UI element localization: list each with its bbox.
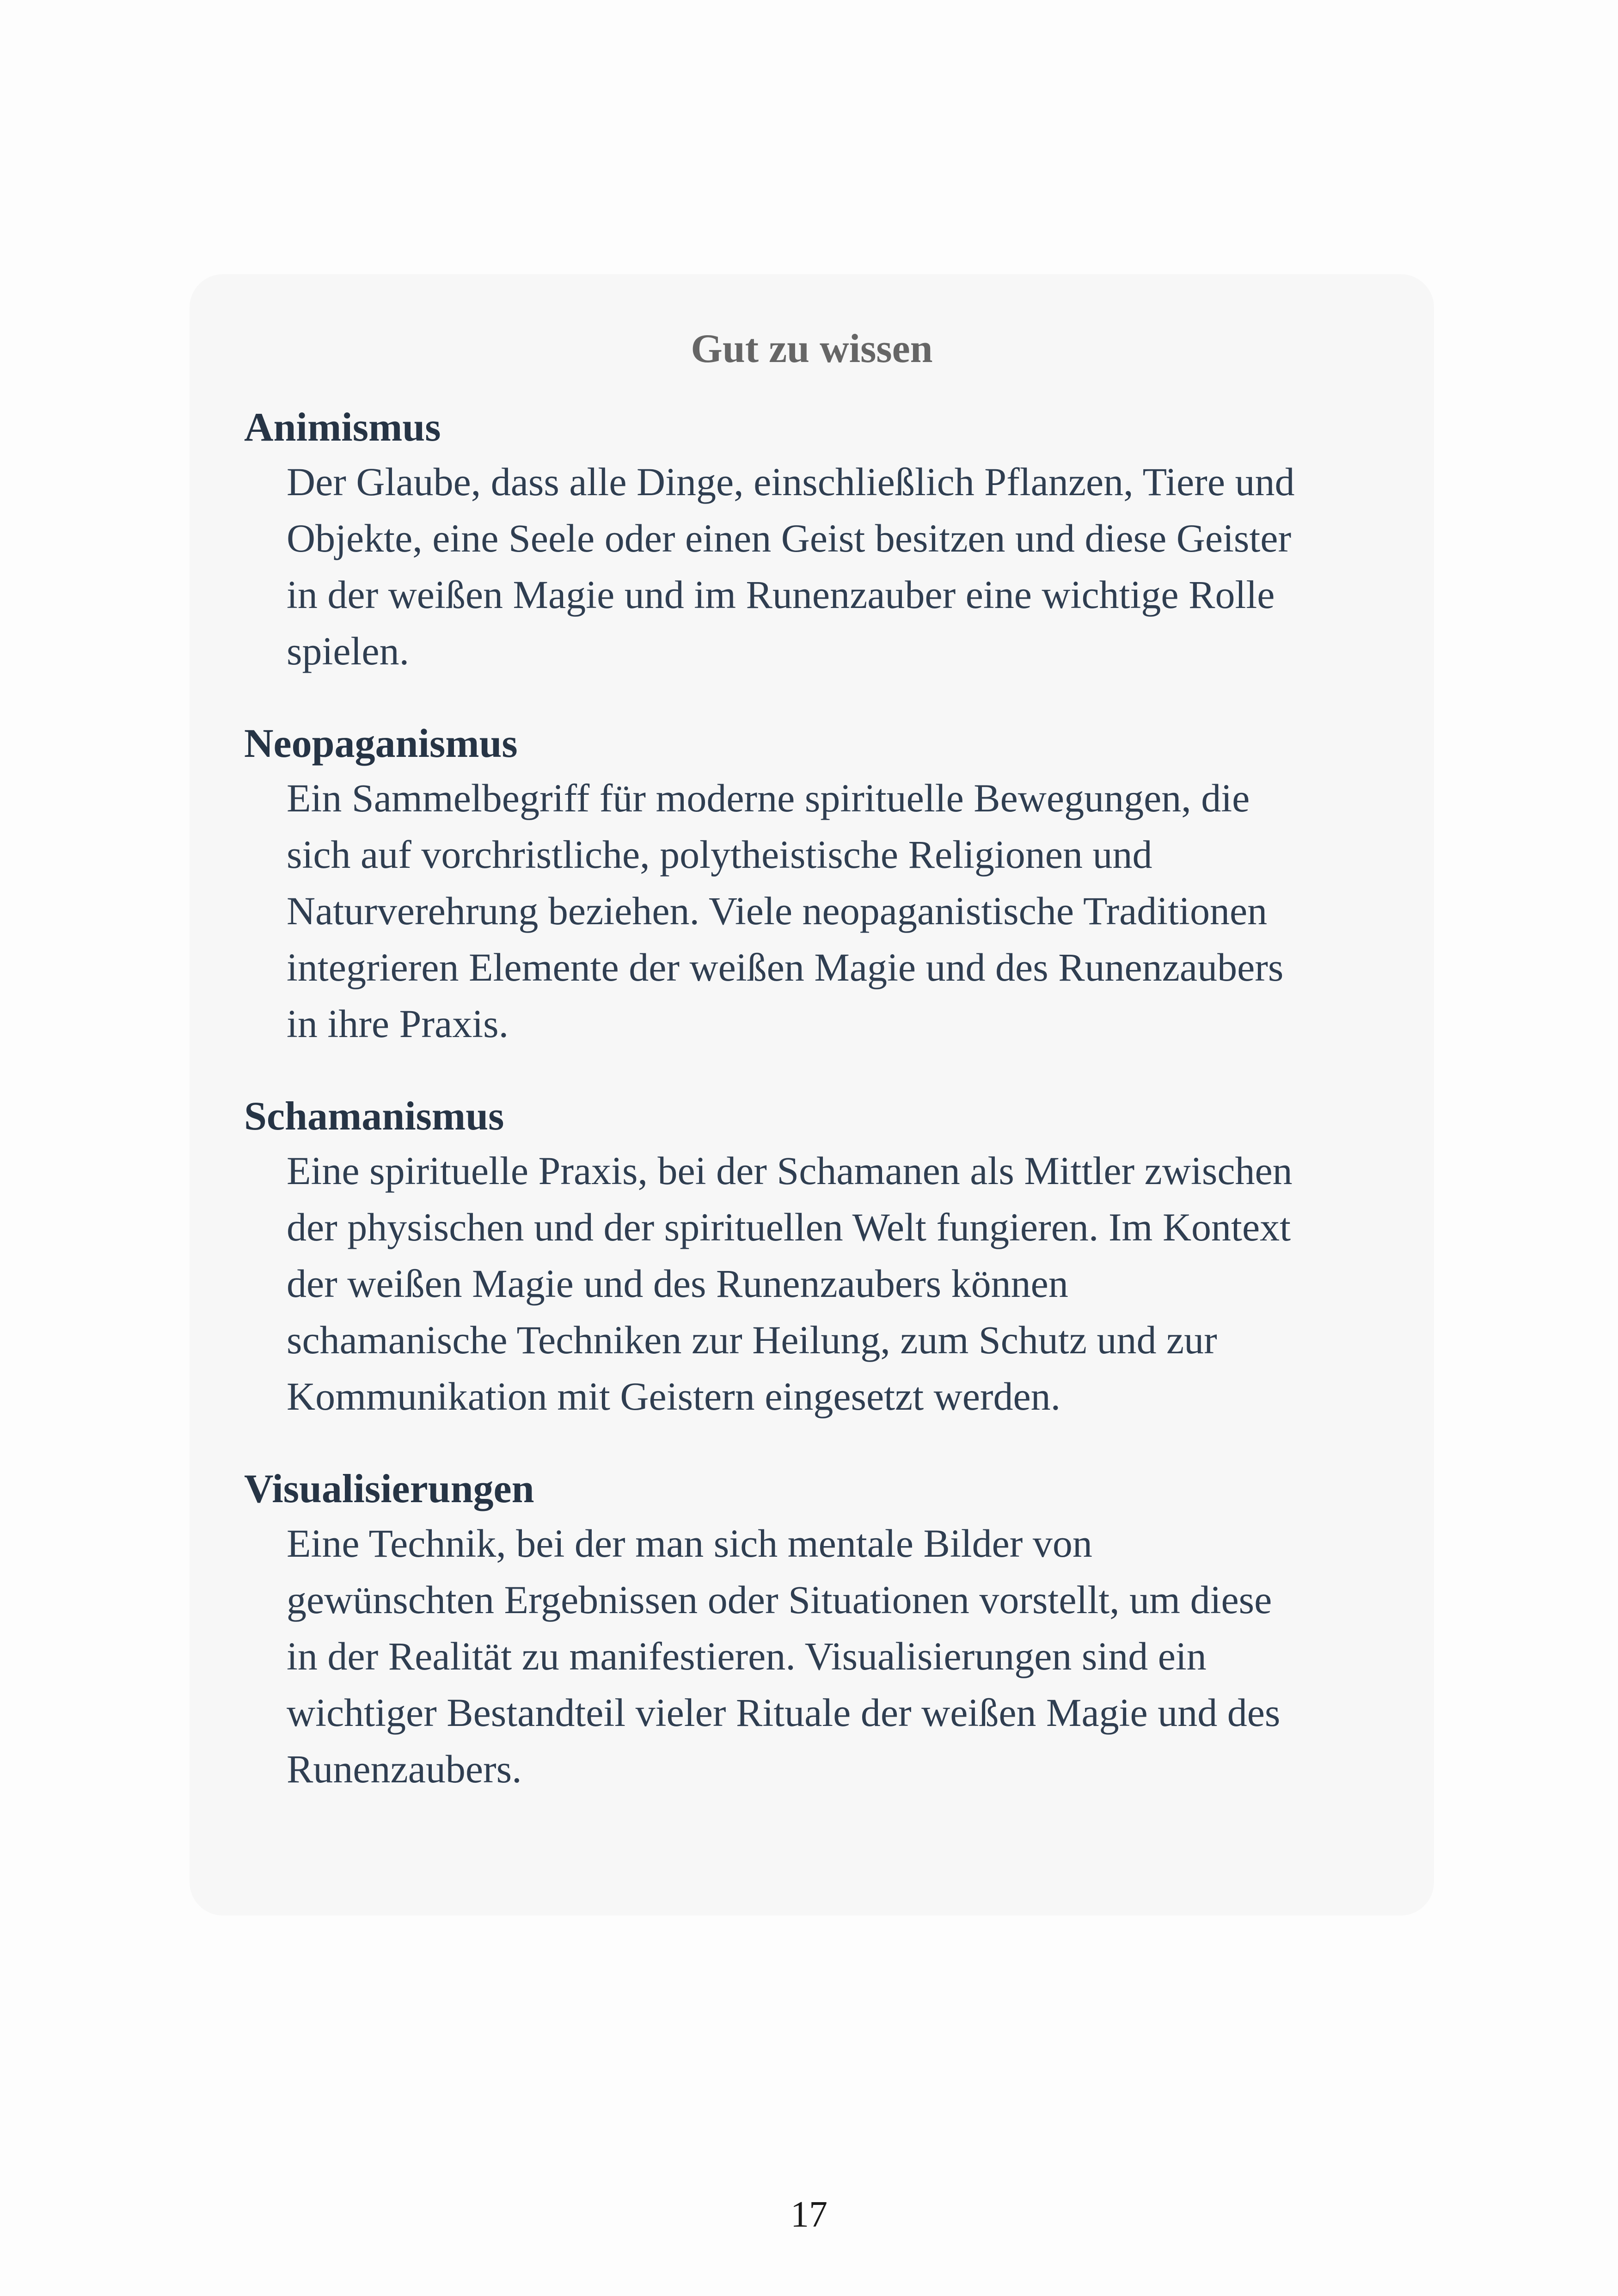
- glossary-term: Neopaganismus: [244, 721, 518, 766]
- definition-line: Runenzaubers.: [287, 1747, 522, 1791]
- box-title: Gut zu wissen: [691, 326, 933, 371]
- glossary-entry-neopaganismus: [245, 720, 1379, 1052]
- definition-line: Naturverehrung beziehen. Viele neopaganistische Traditionen: [287, 889, 1268, 933]
- page-number: 17: [791, 2194, 827, 2235]
- definition-line: Ein Sammelbegriff für moderne spirituelle Bewegungen, die: [287, 776, 1250, 820]
- glossary-term: Visualisierungen: [244, 1467, 534, 1511]
- definition-line: Objekte, eine Seele oder einen Geist besitzen und diese Geister: [287, 516, 1292, 560]
- definition-line: sich auf vorchristliche, polytheistische Religionen und: [287, 832, 1152, 877]
- glossary-entry-visualisierungen: [245, 1465, 1379, 1797]
- glossary-definition: [287, 770, 1396, 1052]
- definition-line: Der Glaube, dass alle Dinge, einschließlich Pflanzen, Tiere und: [287, 460, 1295, 504]
- definition-line: schamanische Techniken zur Heilung, zum Schutz und zur: [287, 1318, 1217, 1362]
- definition-line: Eine Technik, bei der man sich mentale Bilder von: [287, 1521, 1092, 1565]
- definition-line: spielen.: [287, 629, 410, 673]
- glossary-definition: [287, 1142, 1396, 1424]
- glossary-term: Animismus: [244, 405, 441, 450]
- definition-line: integrieren Elemente der weißen Magie und des Runenzaubers: [287, 945, 1284, 989]
- definition-line: in der weißen Magie und im Runenzauber eine wichtige Rolle: [287, 572, 1275, 617]
- glossary-term: Schamanismus: [244, 1094, 504, 1139]
- info-box: [190, 274, 1434, 1915]
- glossary-entry-schamanismus: [245, 1093, 1379, 1424]
- definition-line: Kommunikation mit Geistern eingesetzt werden.: [287, 1374, 1061, 1418]
- definition-line: der weißen Magie und des Runenzaubers können: [287, 1261, 1068, 1306]
- definition-line: gewünschten Ergebnissen oder Situationen vorstellt, um diese: [287, 1578, 1272, 1622]
- definition-line: in ihre Praxis.: [287, 1001, 509, 1046]
- definition-line: der physischen und der spirituellen Welt fungieren. Im Kontext: [287, 1205, 1291, 1249]
- glossary-definition: [287, 1515, 1396, 1797]
- glossary-entry-animismus: [245, 404, 1379, 679]
- definition-line: wichtiger Bestandteil vieler Rituale der weißen Magie und des: [287, 1690, 1281, 1735]
- definition-line: Eine spirituelle Praxis, bei der Schamanen als Mittler zwischen: [287, 1148, 1293, 1193]
- definition-line: in der Realität zu manifestieren. Visualisierungen sind ein: [287, 1634, 1207, 1678]
- glossary-definition: [287, 454, 1396, 679]
